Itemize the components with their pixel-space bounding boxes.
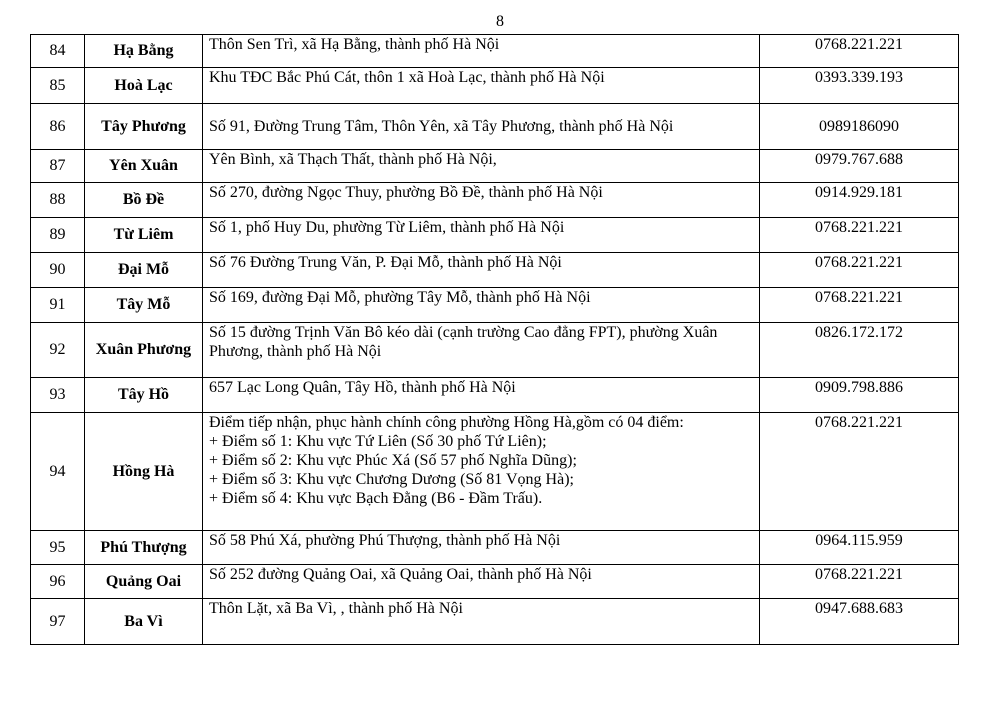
table-row [31, 253, 959, 288]
address-line: + Điểm số 1: Khu vực Tứ Liên (Số 30 phố Tứ Liên); [209, 433, 547, 450]
address-line: Điểm tiếp nhận, phục hành chính công phường Hồng Hà,gồm có 04 điểm: [209, 414, 684, 431]
table-row [31, 288, 959, 323]
address-line: + Điểm số 2: Khu vực Phúc Xá (Số 57 phố Nghĩa Dũng); [209, 452, 577, 469]
address-line: Yên Bình, xã Thạch Thất, thành phố Hà Nội, [209, 151, 497, 168]
phone-number: 0768.221.221 [760, 253, 959, 288]
row-number: 85 [31, 68, 85, 104]
ward-name: Phú Thượng [85, 531, 203, 565]
ward-name: Đại Mỗ [85, 253, 203, 288]
location-table [30, 34, 959, 645]
phone-number: 0768.221.221 [760, 35, 959, 68]
address-cell [203, 323, 760, 378]
address-line: Số 91, Đường Trung Tâm, Thôn Yên, xã Tây Phương, thành phố Hà Nội [209, 118, 674, 135]
ward-name: Tây Mỗ [85, 288, 203, 323]
address-line: Thôn Sen Trì, xã Hạ Bằng, thành phố Hà Nội [209, 36, 500, 53]
ward-name: Yên Xuân [85, 150, 203, 183]
address-line: Số 1, phố Huy Du, phường Từ Liêm, thành phố Hà Nội [209, 219, 565, 236]
table-row [31, 599, 959, 645]
table-row [31, 565, 959, 599]
address-line: Số 252 đường Quảng Oai, xã Quảng Oai, thành phố Hà Nội [209, 566, 592, 583]
phone-number: 0393.339.193 [760, 68, 959, 104]
phone-number: 0964.115.959 [760, 531, 959, 565]
table-row [31, 378, 959, 413]
address-cell [203, 183, 760, 218]
table-row [31, 183, 959, 218]
ward-name: Từ Liêm [85, 218, 203, 253]
phone-number: 0914.929.181 [760, 183, 959, 218]
page-number: 8 [496, 13, 504, 30]
phone-number: 0989186090 [760, 104, 959, 150]
phone-number: 0826.172.172 [760, 323, 959, 378]
ward-name: Xuân Phương [85, 323, 203, 378]
address-line: Thôn Lặt, xã Ba Vì, , thành phố Hà Nội [209, 600, 463, 617]
row-number: 95 [31, 531, 85, 565]
row-number: 88 [31, 183, 85, 218]
row-number: 93 [31, 378, 85, 413]
table-row [31, 413, 959, 531]
table-body [31, 35, 959, 645]
row-number: 86 [31, 104, 85, 150]
row-number: 84 [31, 35, 85, 68]
address-cell [203, 68, 760, 104]
address-line: 657 Lạc Long Quân, Tây Hồ, thành phố Hà Nội [209, 379, 516, 396]
phone-number: 0947.688.683 [760, 599, 959, 645]
row-number: 96 [31, 565, 85, 599]
table-row [31, 68, 959, 104]
address-cell [203, 288, 760, 323]
address-cell [203, 104, 760, 150]
address-line: Số 76 Đường Trung Văn, P. Đại Mỗ, thành phố Hà Nội [209, 254, 562, 271]
row-number: 87 [31, 150, 85, 183]
ward-name: Hoà Lạc [85, 68, 203, 104]
address-line: + Điểm số 4: Khu vực Bạch Đằng (B6 - Đầm Trấu). [209, 490, 543, 507]
row-number: 90 [31, 253, 85, 288]
row-number: 97 [31, 599, 85, 645]
address-line: Số 58 Phú Xá, phường Phú Thượng, thành phố Hà Nội [209, 532, 561, 549]
phone-number: 0909.798.886 [760, 378, 959, 413]
address-cell [203, 150, 760, 183]
row-number: 91 [31, 288, 85, 323]
address-line: Phương, thành phố Hà Nội [209, 343, 382, 360]
address-cell [203, 413, 760, 531]
address-cell [203, 531, 760, 565]
ward-name: Quảng Oai [85, 565, 203, 599]
ward-name: Tây Hồ [85, 378, 203, 413]
phone-number: 0768.221.221 [760, 565, 959, 599]
table-row [31, 323, 959, 378]
phone-number: 0768.221.221 [760, 218, 959, 253]
phone-number: 0768.221.221 [760, 413, 959, 531]
ward-name: Hồng Hà [85, 413, 203, 531]
phone-number: 0768.221.221 [760, 288, 959, 323]
ward-name: Ba Vì [85, 599, 203, 645]
address-line: Khu TĐC Bắc Phú Cát, thôn 1 xã Hoà Lạc, thành phố Hà Nội [209, 69, 605, 86]
row-number: 92 [31, 323, 85, 378]
table-row [31, 218, 959, 253]
row-number: 94 [31, 413, 85, 531]
ward-name: Bồ Đề [85, 183, 203, 218]
address-line: Số 169, đường Đại Mỗ, phường Tây Mỗ, thành phố Hà Nội [209, 289, 591, 306]
address-cell [203, 378, 760, 413]
address-line: + Điểm số 3: Khu vực Chương Dương (Số 81 Vọng Hà); [209, 471, 574, 488]
address-cell [203, 253, 760, 288]
table-row [31, 104, 959, 150]
address-cell [203, 565, 760, 599]
ward-name: Tây Phương [85, 104, 203, 150]
address-line: Số 270, đường Ngọc Thuy, phường Bồ Đề, thành phố Hà Nội [209, 184, 603, 201]
phone-number: 0979.767.688 [760, 150, 959, 183]
address-line: Số 15 đường Trịnh Văn Bô kéo dài (cạnh trường Cao đẳng FPT), phường Xuân [209, 324, 718, 341]
table-row [31, 531, 959, 565]
address-cell [203, 35, 760, 68]
ward-name: Hạ Bằng [85, 35, 203, 68]
row-number: 89 [31, 218, 85, 253]
table-row [31, 150, 959, 183]
address-cell [203, 218, 760, 253]
table-row [31, 35, 959, 68]
address-cell [203, 599, 760, 645]
